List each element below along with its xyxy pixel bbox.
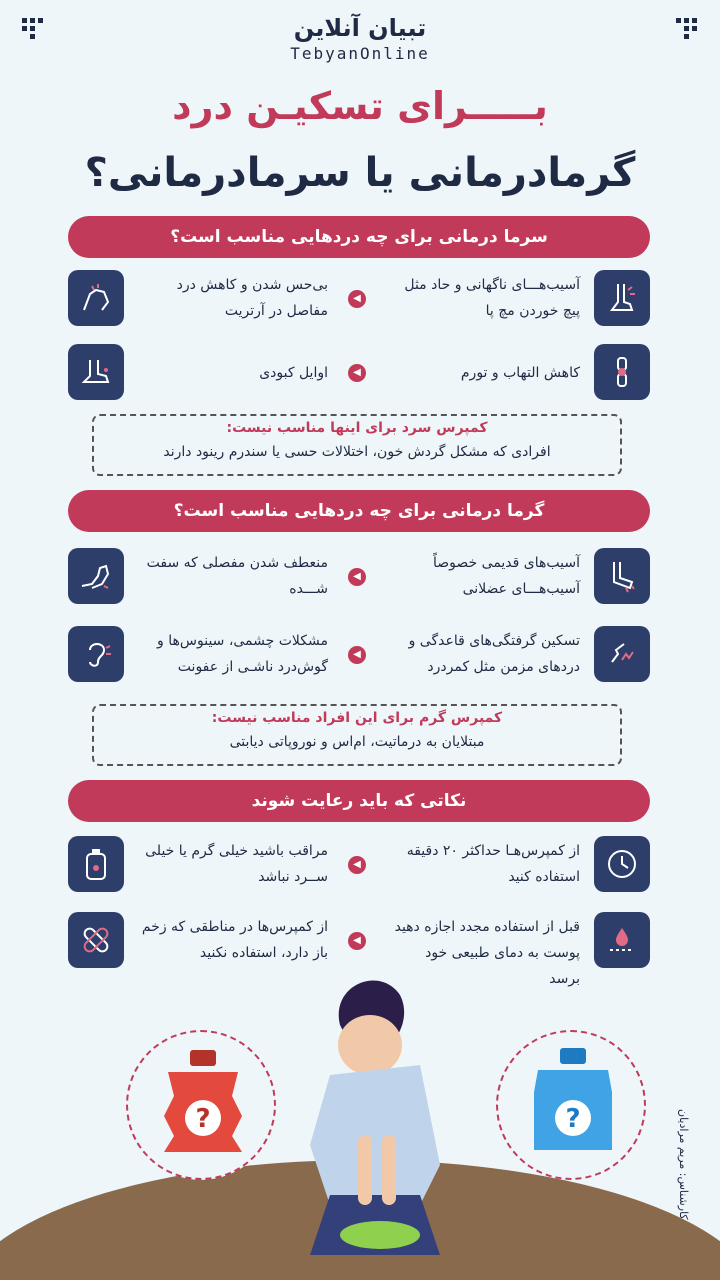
tips-row-1 bbox=[68, 836, 650, 898]
brand-logo bbox=[0, 14, 720, 63]
hot-bottle-circle bbox=[126, 1030, 276, 1180]
cold-section-heading: سرما درمانی برای چه دردهایی مناسب است؟ bbox=[68, 216, 650, 258]
heat-row-1 bbox=[68, 548, 650, 610]
cold-warning-box bbox=[92, 414, 622, 476]
bullet-icon: ◀ bbox=[348, 364, 366, 382]
hand-arthritis-icon bbox=[68, 270, 124, 326]
list-item: مشکلات چشمی، سینوس‌ها و گوش‌درد ناشـی از عفونت bbox=[68, 626, 328, 688]
list-item: آسیب‌های قدیمی خصوصاً آسیب‌هـــای عضلانی bbox=[390, 548, 650, 610]
list-item: مراقب باشید خیلی گرم یا خیلی ســرد نباشد bbox=[68, 836, 328, 898]
cold-row-2 bbox=[68, 344, 650, 406]
clock-icon bbox=[594, 836, 650, 892]
list-item: اوایل کبودی bbox=[68, 344, 328, 406]
list-item: از کمپرس‌هـا حداکثر ۲۰ دقیقه استفاده کنید bbox=[390, 836, 650, 898]
list-item: بی‌حس شدن و کاهش درد مفاصل در آرتریت bbox=[68, 270, 328, 332]
list-item: از کمپرس‌ها در مناطقی که زخم باز دارد، استفاده نکنید bbox=[68, 912, 328, 974]
list-item: کاهش التهاب و تورم bbox=[390, 344, 650, 406]
tips-section-heading: نکاتی که باید رعایت شوند bbox=[68, 780, 650, 822]
bullet-icon: ◀ bbox=[348, 932, 366, 950]
brand-name-en: TebyanOnline bbox=[290, 44, 430, 63]
list-item: آسیب‌هـــای ناگهانی و حاد مثل پیچ خوردن مچ پا bbox=[390, 270, 650, 332]
heat-warning-title: کمپرس گرم برای این افراد مناسب نیست: bbox=[211, 710, 503, 726]
cold-warning-title: کمپرس سرد برای اینها مناسب نیست: bbox=[226, 420, 488, 436]
knee-joint-icon bbox=[594, 344, 650, 400]
credit-text: کارشناس: مریم مرادیان bbox=[677, 1109, 690, 1220]
cramp-icon bbox=[594, 626, 650, 682]
bullet-icon: ◀ bbox=[348, 856, 366, 874]
ear-icon bbox=[68, 626, 124, 682]
question-mark: ? bbox=[565, 1104, 581, 1134]
hot-water-bottle-icon bbox=[68, 836, 124, 892]
ankle-sprain-icon bbox=[594, 270, 650, 326]
arm-muscle-icon bbox=[68, 548, 124, 604]
list-item: منعطف شدن مفصلی که سفت شـــده bbox=[68, 548, 328, 610]
bullet-icon: ◀ bbox=[348, 646, 366, 664]
bandage-icon bbox=[68, 912, 124, 968]
heat-warning-box bbox=[92, 704, 622, 766]
question-mark: ? bbox=[195, 1104, 211, 1134]
page-title-line1: بـــــرای تسکیـن درد bbox=[172, 84, 548, 128]
page-title-line2: گرمادرمانی یا سرمادرمانی؟ bbox=[84, 150, 636, 196]
cold-warning-body: افرادی که مشکل گردش خون، اختلالات حسی یا سندرم رینود دارند bbox=[163, 444, 551, 460]
cold-row-1 bbox=[68, 270, 650, 332]
leg-injury-icon bbox=[594, 548, 650, 604]
foot-icon bbox=[68, 344, 124, 400]
man-illustration bbox=[270, 965, 470, 1265]
heat-section-heading: گرما درمانی برای چه دردهایی مناسب است؟ bbox=[68, 490, 650, 532]
heat-warning-body: مبتلایان به درماتیت، ام‌اس و نوروپاتی دیابتی bbox=[229, 734, 485, 750]
list-item: تسکین گرفتگی‌های قاعدگی و دردهای مزمن مثل کمردرد bbox=[390, 626, 650, 688]
hot-water-bottle-icon bbox=[128, 1032, 278, 1182]
bullet-icon: ◀ bbox=[348, 290, 366, 308]
cold-bottle-circle bbox=[496, 1030, 646, 1180]
brand-name-fa: تبیان آنلاین bbox=[293, 14, 427, 42]
bullet-icon: ◀ bbox=[348, 568, 366, 586]
cold-water-bottle-icon bbox=[498, 1032, 648, 1182]
heat-row-2 bbox=[68, 626, 650, 688]
list-item: قبل از استفاده مجدد اجازه دهید پوست به دمای طبیعی خود برسد bbox=[390, 912, 650, 974]
skin-drop-icon bbox=[594, 912, 650, 968]
